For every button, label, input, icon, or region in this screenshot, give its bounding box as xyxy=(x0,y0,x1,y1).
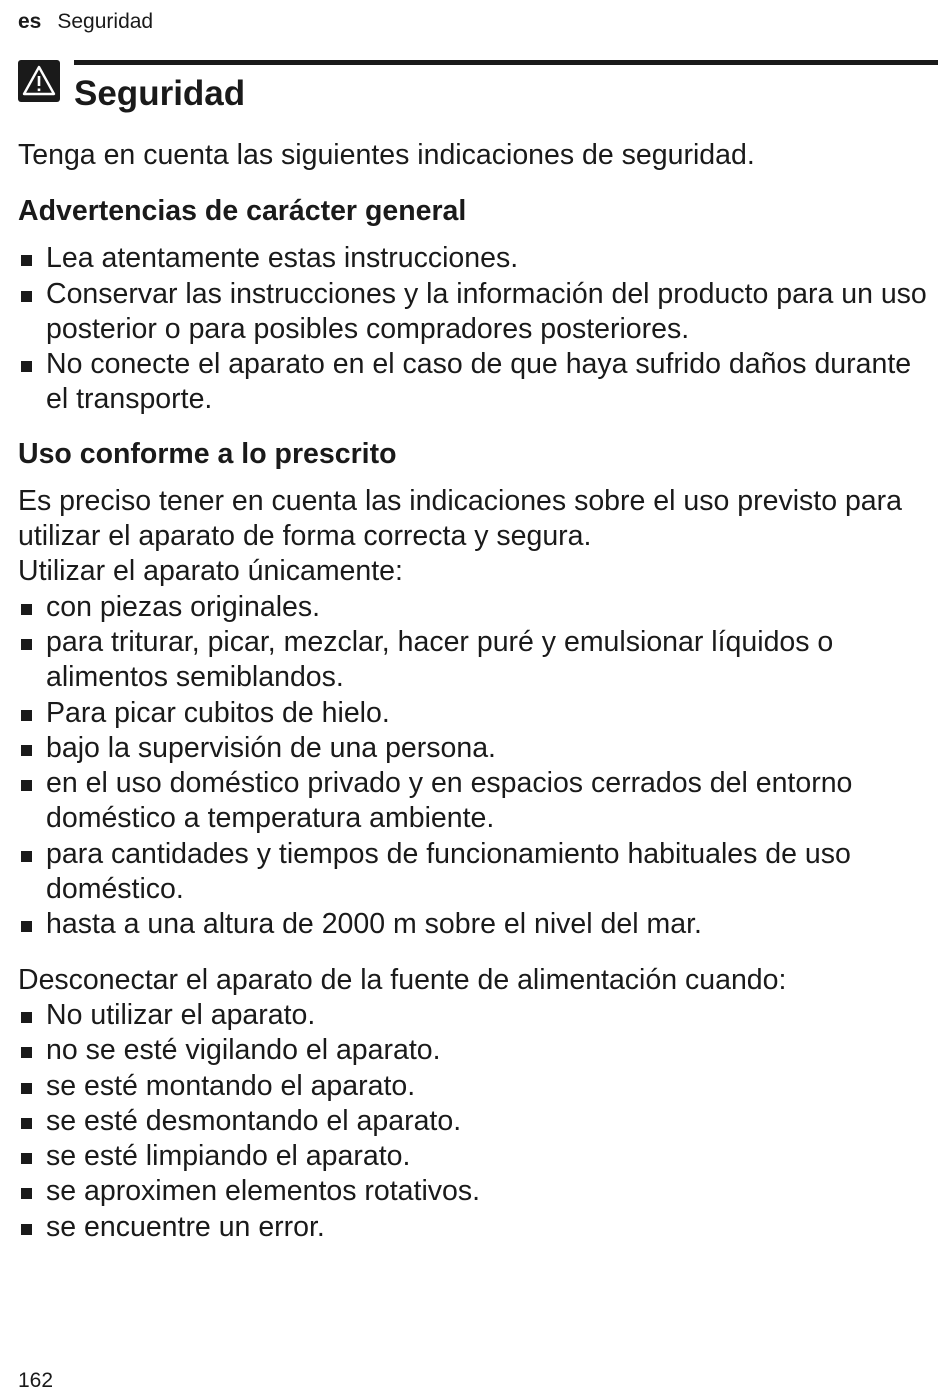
intended-use-heading: Uso conforme a lo prescrito xyxy=(18,437,397,470)
list-item: con piezas originales. xyxy=(18,590,938,625)
intro-text: Tenga en cuenta las siguientes indicaciones de seguridad. xyxy=(18,139,755,171)
list-item: Conservar las instrucciones y la información del producto para un uso posterior o para posibles compradores posteriores. xyxy=(18,277,938,348)
list-item: se esté montando el aparato. xyxy=(18,1069,938,1104)
list-item: No conecte el aparato en el caso de que haya sufrido daños durante el transporte. xyxy=(18,347,938,418)
list-item: en el uso doméstico privado y en espacios cerrados del entorno doméstico a temperatura ambiente. xyxy=(18,766,938,837)
section-title-row xyxy=(18,58,938,118)
disconnect-lead: Desconectar el aparato de la fuente de alimentación cuando: xyxy=(18,963,787,996)
list-item: Lea atentamente estas instrucciones. xyxy=(18,241,938,276)
intended-use-list xyxy=(18,590,938,943)
list-item: Para picar cubitos de hielo. xyxy=(18,696,938,731)
list-item: se esté limpiando el aparato. xyxy=(18,1139,938,1174)
list-item: No utilizar el aparato. xyxy=(18,998,938,1033)
warning-triangle-icon xyxy=(18,60,60,102)
list-item: se aproximen elementos rotativos. xyxy=(18,1174,938,1209)
language-code: es xyxy=(18,10,42,33)
general-warnings-list xyxy=(18,241,938,417)
list-item: para triturar, picar, mezclar, hacer puré y emulsionar líquidos o alimentos semiblandos. xyxy=(18,625,938,696)
list-item: hasta a una altura de 2000 m sobre el nivel del mar. xyxy=(18,907,938,942)
running-header xyxy=(18,10,153,34)
list-item: se esté desmontando el aparato. xyxy=(18,1104,938,1139)
list-item: no se esté vigilando el aparato. xyxy=(18,1033,938,1068)
document-body xyxy=(18,138,938,1245)
header-section: Seguridad xyxy=(57,10,154,33)
intended-use-paragraph: Es preciso tener en cuenta las indicaciones sobre el uso previsto para utilizar el aparato de forma correcta y segura. xyxy=(18,484,903,553)
title-rule xyxy=(74,60,938,65)
disconnect-list xyxy=(18,998,938,1245)
intended-use-lead: Utilizar el aparato únicamente: xyxy=(18,555,403,588)
list-item: para cantidades y tiempos de funcionamiento habituales de uso doméstico. xyxy=(18,837,938,908)
section-title: Seguridad xyxy=(74,74,246,113)
list-item: bajo la supervisión de una persona. xyxy=(18,731,938,766)
page-number: 162 xyxy=(18,1369,54,1392)
general-warnings-heading: Advertencias de carácter general xyxy=(18,195,467,228)
list-item: se encuentre un error. xyxy=(18,1210,938,1245)
